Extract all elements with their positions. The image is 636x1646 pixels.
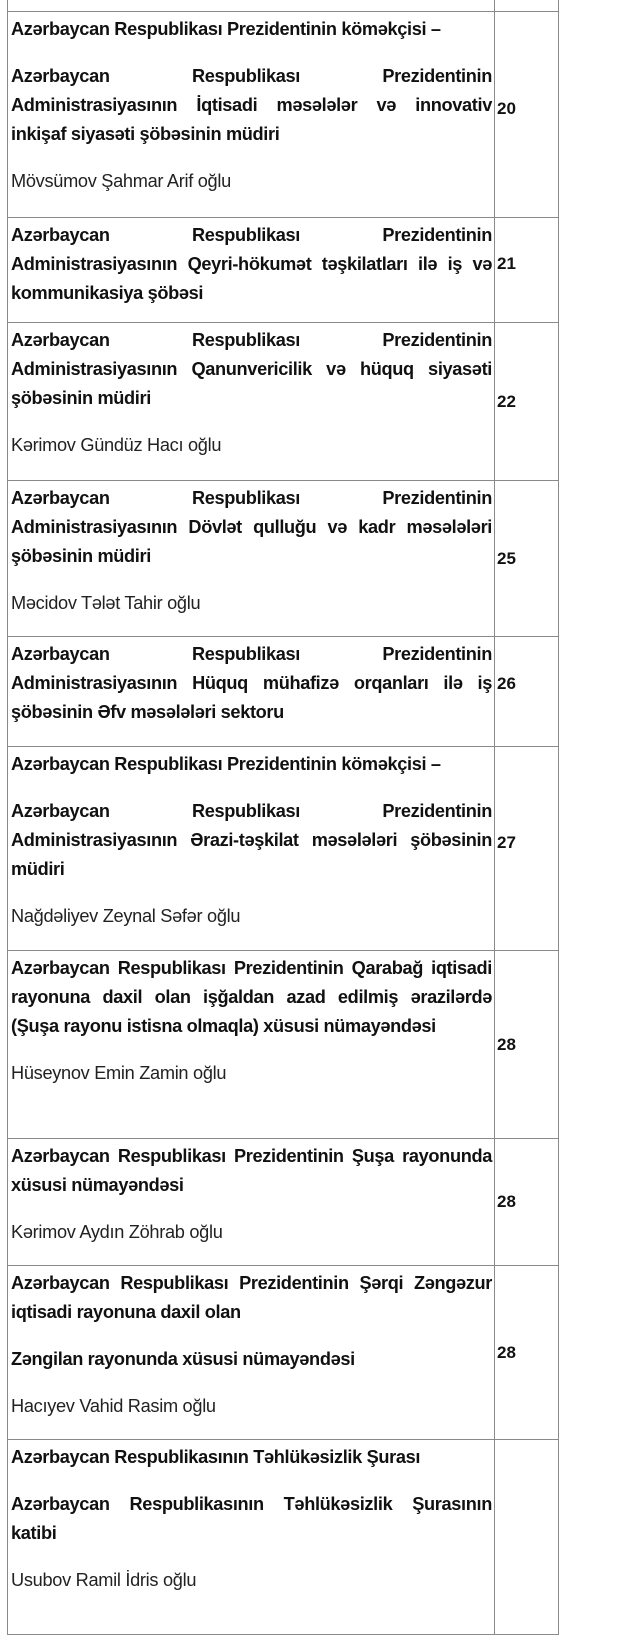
position-title: Azərbaycan Respublikası Prezidentinin Administrasiyasının İqtisadi məsələlər və innovativ inkişaf siyasəti şöbəsinin müdiri xyxy=(11,66,492,144)
position-title: Azərbaycan Respublikası Prezidentinin Şuşa rayonunda xüsusi nümayəndəsi xyxy=(11,1146,492,1195)
cell-page-number: 28 xyxy=(497,1192,516,1211)
table-row xyxy=(8,218,558,323)
table-row xyxy=(8,12,558,218)
table-row xyxy=(8,951,558,1139)
cell-description xyxy=(8,637,495,746)
cell-description xyxy=(8,1440,495,1634)
cell-description xyxy=(8,218,495,322)
person-name: Usubov Ramil İdris oğlu xyxy=(11,1570,197,1590)
cell-description xyxy=(8,747,495,950)
cell-page-number: 26 xyxy=(497,673,516,693)
cell-description xyxy=(8,481,495,636)
cell-page-number: 25 xyxy=(497,548,516,568)
position-title: Azərbaycan Respublikası Prezidentinin Administrasiyasının Qeyri-hökumət təşkilatları ilə iş və kommunikasiya şöbəsi xyxy=(11,225,492,303)
position-title: Azərbaycan Respublikası Prezidentinin Administrasiyasının Dövlət qulluğu və kadr məsələləri şöbəsinin müdiri xyxy=(11,488,492,566)
person-name: Hacıyev Vahid Rasim oğlu xyxy=(11,1396,216,1416)
cell-description xyxy=(8,1139,495,1265)
person-name: Məcidov Tələt Tahir oğlu xyxy=(11,593,201,613)
position-heading: Azərbaycan Respublikası Prezidentinin köməkçisi – xyxy=(11,19,441,39)
cell-page-number: 28 xyxy=(497,1342,516,1362)
person-name: Kərimov Gündüz Hacı oğlu xyxy=(11,435,222,455)
position-heading: Azərbaycan Respublikasının Təhlükəsizlik Şurası xyxy=(11,1447,421,1467)
position-title: Azərbaycan Respublikası Prezidentinin Administrasiyasının Ərazi-təşkilat məsələləri şöbəsinin müdiri xyxy=(11,801,492,879)
table-row xyxy=(8,1266,558,1440)
cell-description xyxy=(8,12,495,217)
position-heading: Azərbaycan Respublikası Prezidentinin köməkçisi – xyxy=(11,754,441,774)
cell-description xyxy=(8,0,495,11)
position-title: Azərbaycan Respublikası Prezidentinin Administrasiyasının Hüquq mühafizə orqanları ilə iş şöbəsinin Əfv məsələləri sektoru xyxy=(11,644,492,722)
person-name: Kərimov Aydın Zöhrab oğlu xyxy=(11,1222,223,1242)
cell-page-number: 27 xyxy=(497,832,516,852)
cell-description xyxy=(8,323,495,480)
cell-page-number: 28 xyxy=(497,1034,516,1054)
cell-page-number: 20 xyxy=(497,98,516,118)
position-title: Azərbaycan Respublikası Prezidentinin Şərqi Zəngəzur iqtisadi rayonuna daxil olan xyxy=(11,1273,492,1322)
cell-page-number: 22 xyxy=(497,391,516,411)
position-title-continued: Zəngilan rayonunda xüsusi nümayəndəsi xyxy=(11,1349,355,1369)
person-name: Hüseynov Emin Zamin oğlu xyxy=(11,1063,227,1083)
person-name: Mövsümov Şahmar Arif oğlu xyxy=(11,171,231,191)
table-row xyxy=(8,747,558,951)
table-row xyxy=(8,323,558,481)
table-row xyxy=(8,481,558,637)
table-row-partial xyxy=(8,0,558,12)
table-row xyxy=(8,1139,558,1266)
person-name: Nağdəliyev Zeynal Səfər oğlu xyxy=(11,906,241,926)
officials-table xyxy=(7,0,559,1635)
table-row xyxy=(8,1440,558,1635)
cell-description xyxy=(8,1266,495,1439)
cell-page-number: 21 xyxy=(497,254,516,273)
cell-description xyxy=(8,951,495,1138)
position-title: Azərbaycan Respublikası Prezidentinin Qarabağ iqtisadi rayonuna daxil olan işğaldan azad edilmiş ərazilərdə (Şuşa rayonu istisna olmaqla) xüsusi nümayəndəsi xyxy=(11,958,492,1036)
position-title: Azərbaycan Respublikasının Təhlükəsizlik Şurasının katibi xyxy=(11,1494,492,1543)
position-title: Azərbaycan Respublikası Prezidentinin Administrasiyasının Qanunvericilik və hüquq siyasəti şöbəsinin müdiri xyxy=(11,330,492,408)
cell-page-number xyxy=(495,1440,556,1634)
table-row xyxy=(8,637,558,747)
